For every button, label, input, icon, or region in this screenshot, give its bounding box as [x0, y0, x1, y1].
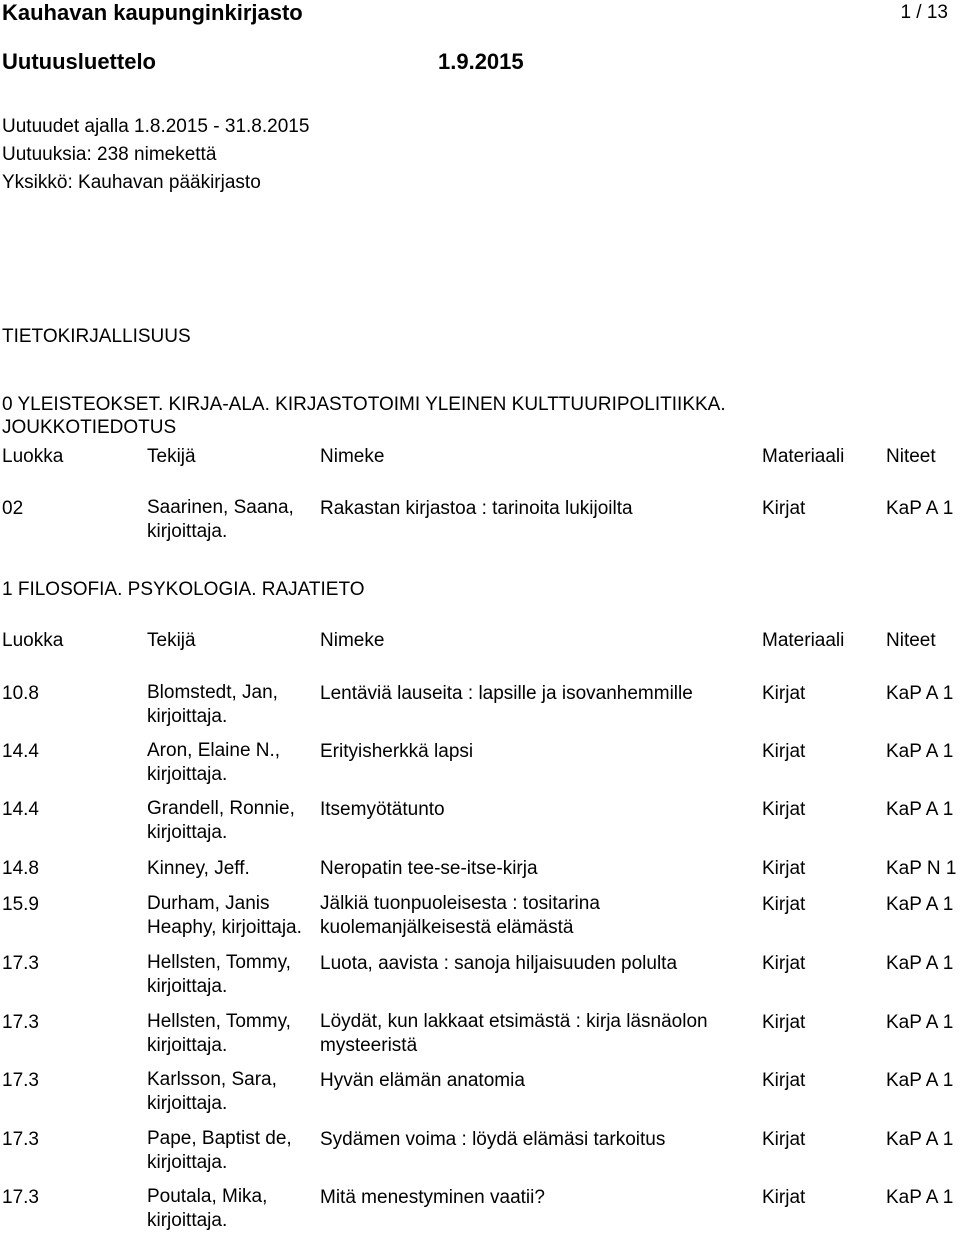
copies-cell: KaP A 1 [886, 1070, 954, 1091]
author-cell: Durham, Janis Heaphy, kirjoittaja. [147, 893, 302, 938]
copies-cell: KaP A 1 [886, 683, 954, 704]
list-date: 1.9.2015 [438, 49, 524, 74]
material-cell: Kirjat [762, 858, 806, 879]
author-cell: Blomstedt, Jan, kirjoittaja. [147, 682, 278, 727]
copies-cell: KaP A 1 [886, 741, 954, 762]
material-cell: Kirjat [762, 1129, 806, 1150]
class-cell: 10.8 [2, 683, 39, 704]
author-cell: Pape, Baptist de, kirjoittaja. [147, 1128, 292, 1173]
author-cell: Karlsson, Sara, kirjoittaja. [147, 1069, 277, 1114]
material-cell: Kirjat [762, 953, 806, 974]
section-heading: 0 YLEISTEOKSET. KIRJA-ALA. KIRJASTOTOIMI YLEINEN KULTTUURIPOLITIIKKA. [2, 394, 726, 415]
category-heading: TIETOKIRJALLISUUS [2, 326, 191, 347]
title-cell: Erityisherkkä lapsi [320, 741, 474, 762]
section-heading: 1 FILOSOFIA. PSYKOLOGIA. RAJATIETO [2, 579, 365, 600]
unit-text: Yksikkö: Kauhavan pääkirjasto [2, 172, 261, 193]
column-header-niteet: Niteet [886, 446, 936, 467]
author-cell: Kinney, Jeff. [147, 858, 250, 879]
author-cell: Saarinen, Saana, kirjoittaja. [147, 497, 294, 542]
column-header-nimeke: Nimeke [320, 630, 385, 651]
class-cell: 17.3 [2, 1129, 39, 1150]
list-title: Uutuusluettelo [2, 49, 156, 74]
copies-cell: KaP A 1 [886, 799, 954, 820]
library-name: Kauhavan kaupunginkirjasto [2, 0, 303, 25]
author-cell: Aron, Elaine N., kirjoittaja. [147, 740, 281, 785]
material-cell: Kirjat [762, 1070, 806, 1091]
class-cell: 02 [2, 498, 24, 519]
material-cell: Kirjat [762, 498, 806, 519]
class-cell: 17.3 [2, 1012, 39, 1033]
page-indicator: 1 / 13 [900, 2, 948, 23]
class-cell: 14.4 [2, 741, 39, 762]
period-text: Uutuudet ajalla 1.8.2015 - 31.8.2015 [2, 116, 310, 137]
material-cell: Kirjat [762, 1187, 806, 1208]
class-cell: 17.3 [2, 1187, 39, 1208]
copies-cell: KaP N 1 [886, 858, 957, 879]
material-cell: Kirjat [762, 741, 806, 762]
title-cell: Hyvän elämän anatomia [320, 1070, 525, 1091]
column-header-luokka: Luokka [2, 446, 64, 467]
copies-cell: KaP A 1 [886, 1187, 954, 1208]
column-header-niteet: Niteet [886, 630, 936, 651]
author-cell: Poutala, Mika, kirjoittaja. [147, 1186, 268, 1231]
author-cell: Hellsten, Tommy, kirjoittaja. [147, 1011, 291, 1056]
author-cell: Hellsten, Tommy, kirjoittaja. [147, 952, 291, 997]
column-header-tekija: Tekijä [147, 446, 196, 467]
title-cell: Neropatin tee-se-itse-kirja [320, 858, 538, 879]
class-cell: 17.3 [2, 1070, 39, 1091]
title-cell: Mitä menestyminen vaatii? [320, 1187, 545, 1208]
class-cell: 14.4 [2, 799, 39, 820]
count-text: Uutuuksia: 238 nimekettä [2, 144, 217, 165]
title-cell: Sydämen voima : löydä elämäsi tarkoitus [320, 1129, 666, 1150]
copies-cell: KaP A 1 [886, 953, 954, 974]
column-header-materiaali: Materiaali [762, 630, 845, 651]
column-header-nimeke: Nimeke [320, 446, 385, 467]
title-cell: Luota, aavista : sanoja hiljaisuuden polulta [320, 953, 678, 974]
material-cell: Kirjat [762, 683, 806, 704]
title-cell: Löydät, kun lakkaat etsimästä : kirja läsnäolon mysteeristä [320, 1011, 708, 1056]
title-cell: Jälkiä tuonpuoleisesta : tositarina kuolemanjälkeisestä elämästä [320, 893, 600, 938]
copies-cell: KaP A 1 [886, 1129, 954, 1150]
copies-cell: KaP A 1 [886, 894, 954, 915]
section-heading-continued: JOUKKOTIEDOTUS [2, 417, 177, 438]
column-header-luokka: Luokka [2, 630, 64, 651]
column-header-materiaali: Materiaali [762, 446, 845, 467]
copies-cell: KaP A 1 [886, 1012, 954, 1033]
author-cell: Grandell, Ronnie, kirjoittaja. [147, 798, 295, 843]
class-cell: 15.9 [2, 894, 39, 915]
title-cell: Itsemyötätunto [320, 799, 445, 820]
material-cell: Kirjat [762, 1012, 806, 1033]
class-cell: 14.8 [2, 858, 39, 879]
class-cell: 17.3 [2, 953, 39, 974]
copies-cell: KaP A 1 [886, 498, 954, 519]
material-cell: Kirjat [762, 799, 806, 820]
material-cell: Kirjat [762, 894, 806, 915]
title-cell: Lentäviä lauseita : lapsille ja isovanhemmille [320, 683, 693, 704]
title-cell: Rakastan kirjastoa : tarinoita lukijoilta [320, 498, 633, 519]
column-header-tekija: Tekijä [147, 630, 196, 651]
